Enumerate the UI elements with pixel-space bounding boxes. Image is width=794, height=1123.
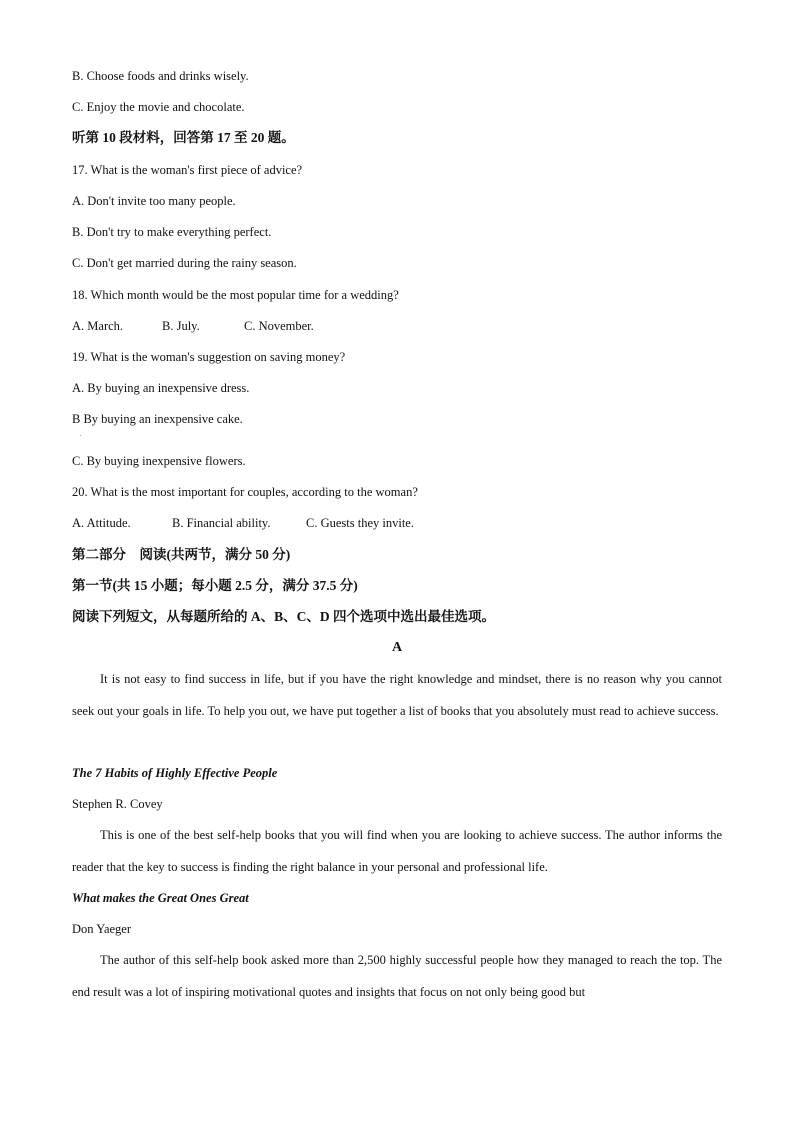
- book2-title: What makes the Great Ones Great: [72, 891, 249, 905]
- q17-option-c: C. Don't get married during the rainy season.: [72, 256, 297, 270]
- section10-heading: 听第 10 段材料，回答第 17 至 20 题。: [72, 130, 295, 145]
- book1-author: Stephen R. Covey: [72, 797, 163, 811]
- passage-intro: [72, 664, 722, 727]
- q16-option-b: B. Choose foods and drinks wisely.: [72, 69, 249, 83]
- part2-section1: 第一节(共 15 小题；每小题 2.5 分，满分 37.5 分): [72, 578, 358, 593]
- part2-title: 第二部分 阅读(共两节，满分 50 分): [72, 547, 291, 562]
- book2-author: Don Yaeger: [72, 922, 132, 936]
- book2-desc-text: The author of this self-help book asked more than 2,500 highly successful people how they managed to reach the top. The end result was a lot of inspiring motivational quotes and insights that focus on not only being good but: [72, 953, 722, 999]
- q20-option-a: A. Attitude.: [72, 516, 131, 530]
- q20-option-b: B. Financial ability.: [172, 516, 271, 530]
- q18-option-b: B. July.: [162, 319, 200, 333]
- book2-desc: [72, 945, 722, 1008]
- book1-title: The 7 Habits of Highly Effective People: [72, 766, 278, 780]
- passage-intro-text: It is not easy to find success in life, but if you have the right knowledge and mindset, there is no reason why you cannot seek out your goals in life. To help you out, we have put together a list of books that you absolutely must read to achieve success.: [72, 672, 722, 718]
- q19-option-c: C. By buying inexpensive flowers.: [72, 454, 246, 468]
- q18-option-c: C. November.: [244, 319, 314, 333]
- q17-question: 17. What is the woman's first piece of advice?: [72, 163, 303, 177]
- q18-question: 18. Which month would be the most popular time for a wedding?: [72, 288, 399, 302]
- q20-option-c: C. Guests they invite.: [306, 516, 414, 530]
- passage-label: A: [391, 640, 403, 655]
- part2-instruction: 阅读下列短文，从每题所给的 A、B、C、D 四个选项中选出最佳选项。: [72, 609, 496, 624]
- q19-option-b-mark: .: [80, 432, 82, 438]
- q20-question: 20. What is the most important for couples, according to the woman?: [72, 485, 418, 499]
- q19-question: 19. What is the woman's suggestion on saving money?: [72, 350, 346, 364]
- q18-option-a: A. March.: [72, 319, 124, 333]
- q18-options: [72, 318, 314, 334]
- q20-options: [72, 515, 414, 531]
- q16-option-c: C. Enjoy the movie and chocolate.: [72, 100, 245, 114]
- book1-desc-text: This is one of the best self-help books that you will find when you are looking to achieve success. The author informs the reader that the key to success is finding the right balance in your personal and professional life.: [72, 828, 722, 874]
- q17-option-a: A. Don't invite too many people.: [72, 194, 236, 208]
- q19-option-a: A. By buying an inexpensive dress.: [72, 381, 250, 395]
- book1-desc: [72, 820, 722, 883]
- q17-option-b: B. Don't try to make everything perfect.: [72, 225, 272, 239]
- q19-option-b: B By buying an inexpensive cake.: [72, 412, 243, 426]
